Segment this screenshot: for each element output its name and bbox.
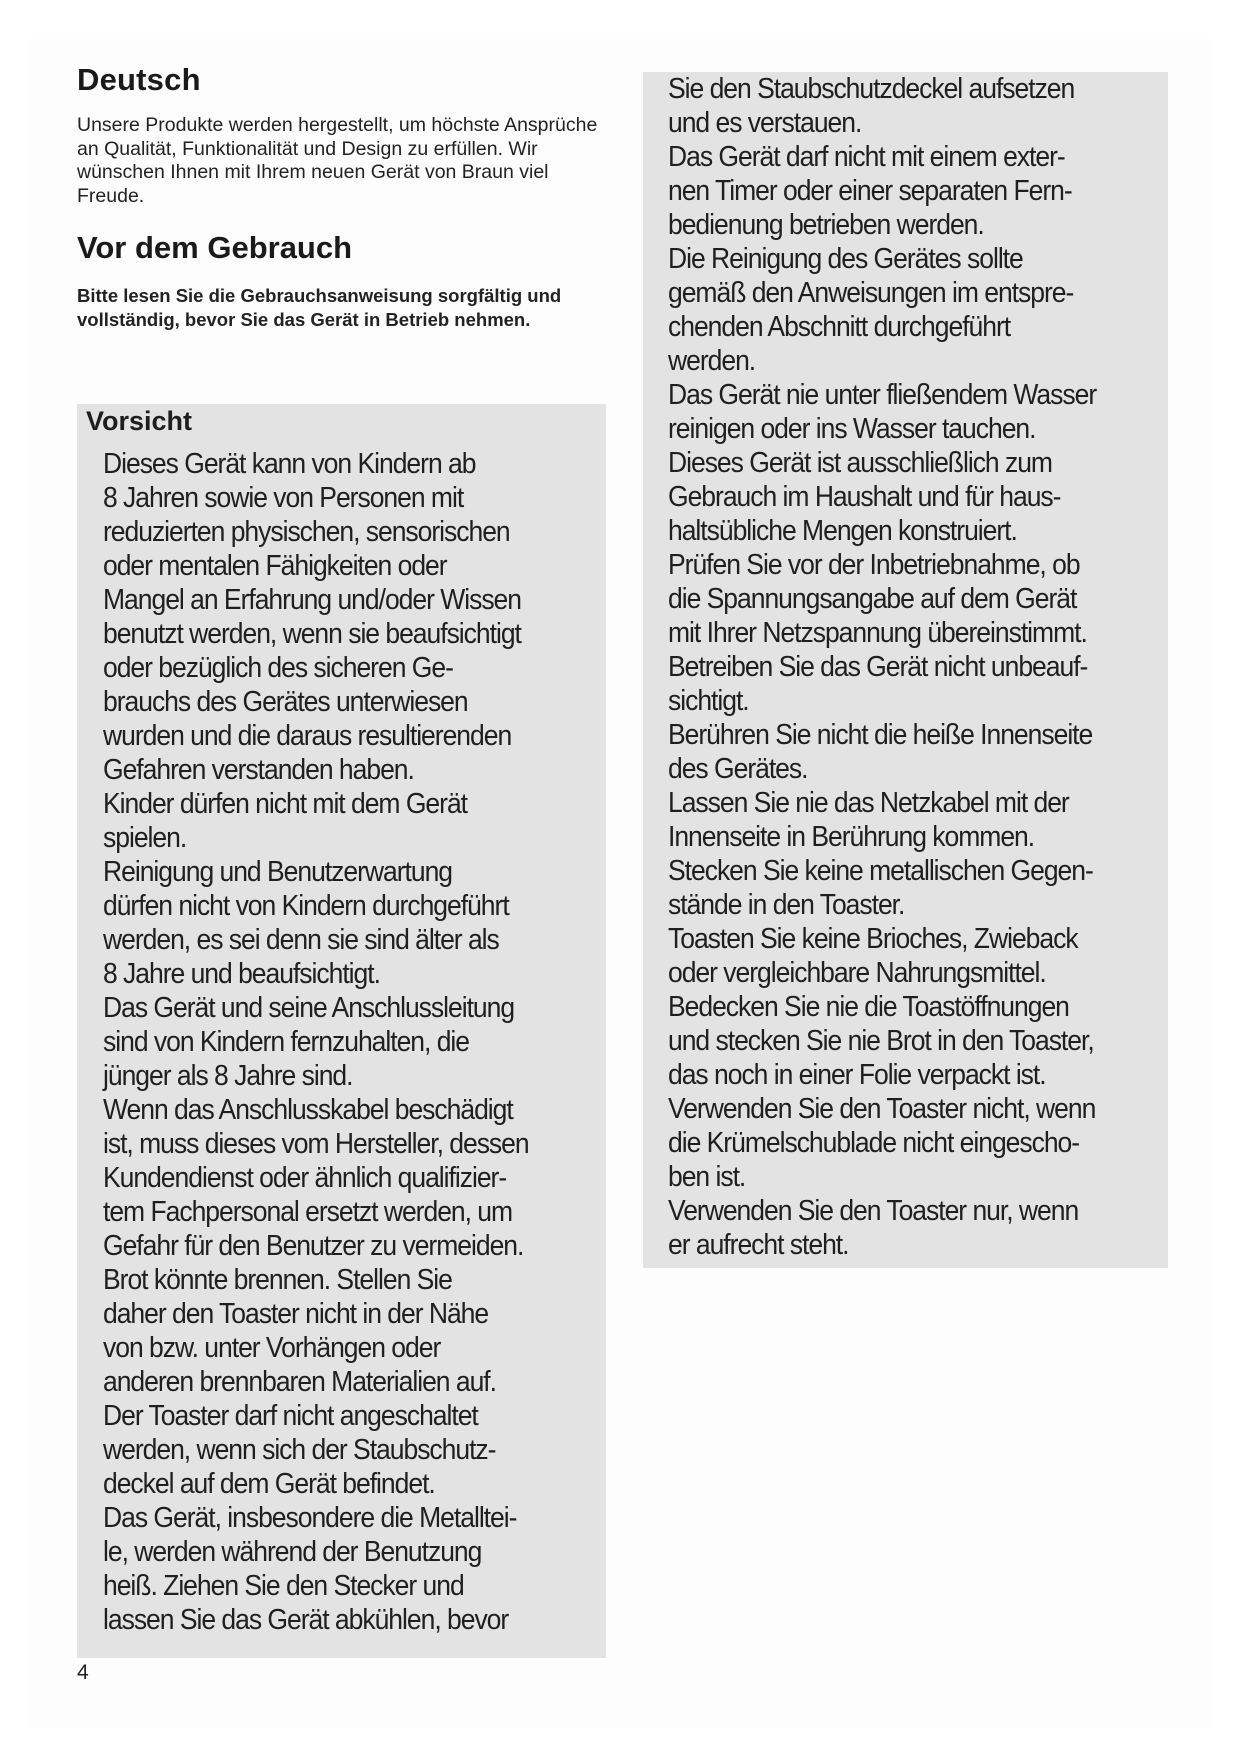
warning-item: Der Toaster darf nicht angeschaltet werden, wenn sich der Staubschutz- deckel auf dem Gerät befindet.	[103, 1400, 496, 1500]
read-instructions-note: Bitte lesen Sie die Gebrauchsanweisung sorgfältig und vollständig, bevor Sie das Gerät in Betrieb nehmen.	[77, 285, 562, 330]
warning-item: Wenn das Anschlusskabel beschädigt ist, muss dieses vom Hersteller, dessen Kundendienst oder ähnlich qualifizier- tem Fachpersonal ersetzt werden, um Gefahr für den Benutzer zu vermeiden.	[103, 1094, 529, 1262]
warning-item: Stecken Sie keine metallischen Gegen- stände in den Toaster.	[668, 855, 1093, 921]
warning-item: Das Gerät nie unter fließendem Wasser reinigen oder ins Wasser tauchen.	[668, 379, 1097, 445]
intro-paragraph: Unsere Produkte werden hergestellt, um höchste Ansprüche an Qualität, Funktionalität und Design zu erfüllen. Wir wünschen Ihnen mit Ihrem neuen Gerät von Braun viel Freude.	[77, 114, 598, 207]
page-number: 4	[77, 1661, 89, 1684]
warning-item: Dieses Gerät ist ausschließlich zum Gebrauch im Haushalt und für haus- haltsübliche Mengen konstruiert.	[668, 447, 1061, 547]
warning-item: Brot könnte brennen. Stellen Sie daher den Toaster nicht in der Nähe von bzw. unter Vorhängen oder anderen brennbaren Materialien auf.	[103, 1264, 496, 1398]
language-heading: Deutsch	[77, 62, 201, 97]
warning-item: Das Gerät darf nicht mit einem exter- nen Timer oder einer separaten Fern- bedienung betrieben werden.	[668, 141, 1072, 241]
warning-item: Lassen Sie nie das Netzkabel mit der Innenseite in Berührung kommen.	[668, 787, 1069, 853]
warning-item: Prüfen Sie vor der Inbetriebnahme, ob die Spannungsangabe auf dem Gerät mit Ihrer Netzspannung übereinstimmt.	[668, 549, 1087, 649]
warning-item: Verwenden Sie den Toaster nur, wenn er aufrecht steht.	[668, 1195, 1079, 1261]
warning-item: Verwenden Sie den Toaster nicht, wenn die Krümelschublade nicht eingescho- ben ist.	[668, 1093, 1096, 1193]
before-use-heading: Vor dem Gebrauch	[77, 230, 353, 265]
warning-item: Toasten Sie keine Brioches, Zwieback oder vergleichbare Nahrungsmittel.	[668, 923, 1078, 989]
warning-item: Kinder dürfen nicht mit dem Gerät spielen.	[103, 788, 468, 854]
warning-title: Vorsicht	[86, 406, 193, 436]
warning-item: Bedecken Sie nie die Toastöffnungen und stecken Sie nie Brot in den Toaster, das noch in einer Folie verpackt ist.	[668, 991, 1094, 1091]
warning-items-left	[103, 447, 603, 1637]
warning-items-right	[668, 72, 1168, 1262]
warning-item: Reinigung und Benutzerwartung dürfen nicht von Kindern durchgeführt werden, es sei denn sie sind älter als 8 Jahre und beaufsichtigt.	[103, 856, 509, 990]
warning-item: Die Reinigung des Gerätes sollte gemäß den Anweisungen im entspre- chenden Abschnitt durchgeführt werden.	[668, 243, 1074, 377]
warning-item: Das Gerät und seine Anschlussleitung sind von Kindern fernzuhalten, die jünger als 8 Jahre sind.	[103, 992, 515, 1092]
warning-item: Das Gerät, insbesondere die Metalltei- le, werden während der Benutzung heiß. Ziehen Sie den Stecker und lassen Sie das Gerät abkühlen, bevor	[103, 1502, 517, 1636]
warning-item: Dieses Gerät kann von Kindern ab 8 Jahren sowie von Personen mit reduzierten physischen, sensorischen oder mentalen Fähigkeiten oder Mangel an Erfahrung und/oder Wissen benutzt werden, wenn sie beaufsichtigt oder bezüglich des sicheren Ge- brauchs des Gerätes unterwiesen wurden und die daraus resultierenden Gefahren verstanden haben.	[103, 448, 521, 786]
warning-item: Berühren Sie nicht die heiße Innenseite des Gerätes.	[668, 719, 1093, 785]
left-column	[77, 62, 607, 331]
warning-item: Sie den Staubschutzdeckel aufsetzen und es verstauen.	[668, 73, 1075, 139]
warning-item: Betreiben Sie das Gerät nicht unbeauf- sichtigt.	[668, 651, 1088, 717]
